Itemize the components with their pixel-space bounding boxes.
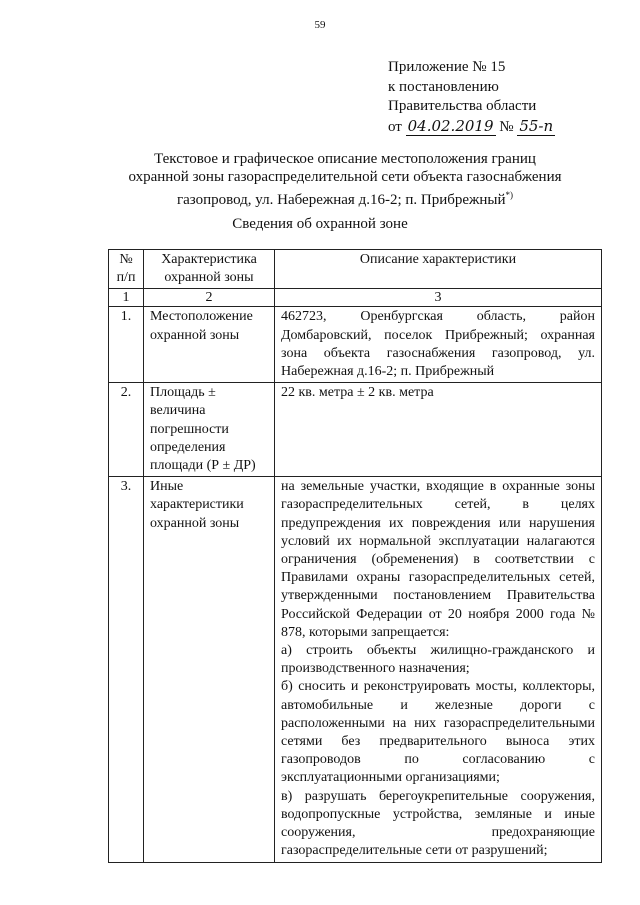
restriction-paragraph: на земельные участки, входящие в охранные зоны газораспределительных сетей, в целях предупреждения их повреждения или нарушения условий их нормальной эксплуатации налагаются ограничения (обременения) в соответствии с Правилами охраны газораспределительных сетей, утвержденными постановлением Правительства Российской Федерации от 20 ноября 2000 года № 878, которыми запрещается: [281, 479, 595, 640]
table-header-row [109, 250, 602, 289]
handwritten-number: 55-п [519, 116, 554, 135]
row-characteristic: Площадь ± величина погрешности определения площади (Р ± ДР) [144, 383, 275, 477]
handwritten-date: 04.02.2019 [407, 116, 494, 135]
row-characteristic: Местоположение охранной зоны [144, 307, 275, 383]
section-title: Сведения об охранной зоне [232, 216, 408, 232]
index-cell: 3 [275, 289, 602, 307]
date-prefix: от [388, 118, 402, 135]
row-characteristic: Иные характеристики охранной зоны [144, 477, 275, 862]
appendix-block [388, 58, 555, 137]
row-description [275, 477, 602, 862]
title-line: охранной зоны газораспределительной сети объекта газоснабжения [128, 169, 562, 185]
number-sign: № [499, 118, 514, 135]
restriction-item: б) сносить и реконструировать мосты, коллекторы, автомобильные и железные дороги с расположенными на них газораспределительными сетями без предварительного выноса этих газопроводов по согласованию с эксплуатационными организациями; [281, 679, 595, 786]
appendix-date-line [388, 117, 555, 138]
table-row [109, 307, 602, 383]
restriction-item: в) разрушать берегоукрепительные сооружения, водопропускные устройства, земляные и иные сооружения, предохраняющие газораспределительные сети от разрушений; [281, 788, 595, 859]
header-description: Описание характеристики [275, 250, 602, 289]
index-cell: 1 [109, 289, 144, 307]
header-num: № п/п [109, 250, 144, 289]
appendix-line: к постановлению [388, 78, 499, 95]
table-row [109, 477, 602, 862]
row-num: 2. [109, 383, 144, 477]
row-description: 462723, Оренбургская область, район Домбаровский, поселок Прибрежный; охранная зона объекта газоснабжения газопровод, ул. Набережная д.16-2; п. Прибрежный [275, 307, 602, 383]
title-line-last [80, 186, 610, 209]
document-title [80, 150, 610, 209]
row-description: 22 кв. метра ± 2 кв. метра [275, 383, 602, 477]
footnote-mark: *) [505, 190, 514, 200]
restriction-item: а) строить объекты жилищно-гражданского и производственного назначения; [281, 643, 595, 677]
row-num: 3. [109, 477, 144, 862]
title-text: газопровод, ул. Набережная д.16-2; п. Прибрежный [176, 192, 506, 208]
title-line: Текстовое и графическое описание местоположения границ [154, 151, 536, 167]
protection-zone-table [108, 249, 602, 863]
appendix-line: Приложение № 15 [388, 59, 506, 75]
row-num: 1. [109, 307, 144, 383]
table-index-row [109, 289, 602, 307]
header-characteristic: Характеристика охранной зоны [144, 250, 275, 289]
index-cell: 2 [144, 289, 275, 307]
table-row [109, 383, 602, 477]
appendix-line: Правительства области [388, 98, 537, 114]
page-number: 59 [314, 19, 326, 31]
